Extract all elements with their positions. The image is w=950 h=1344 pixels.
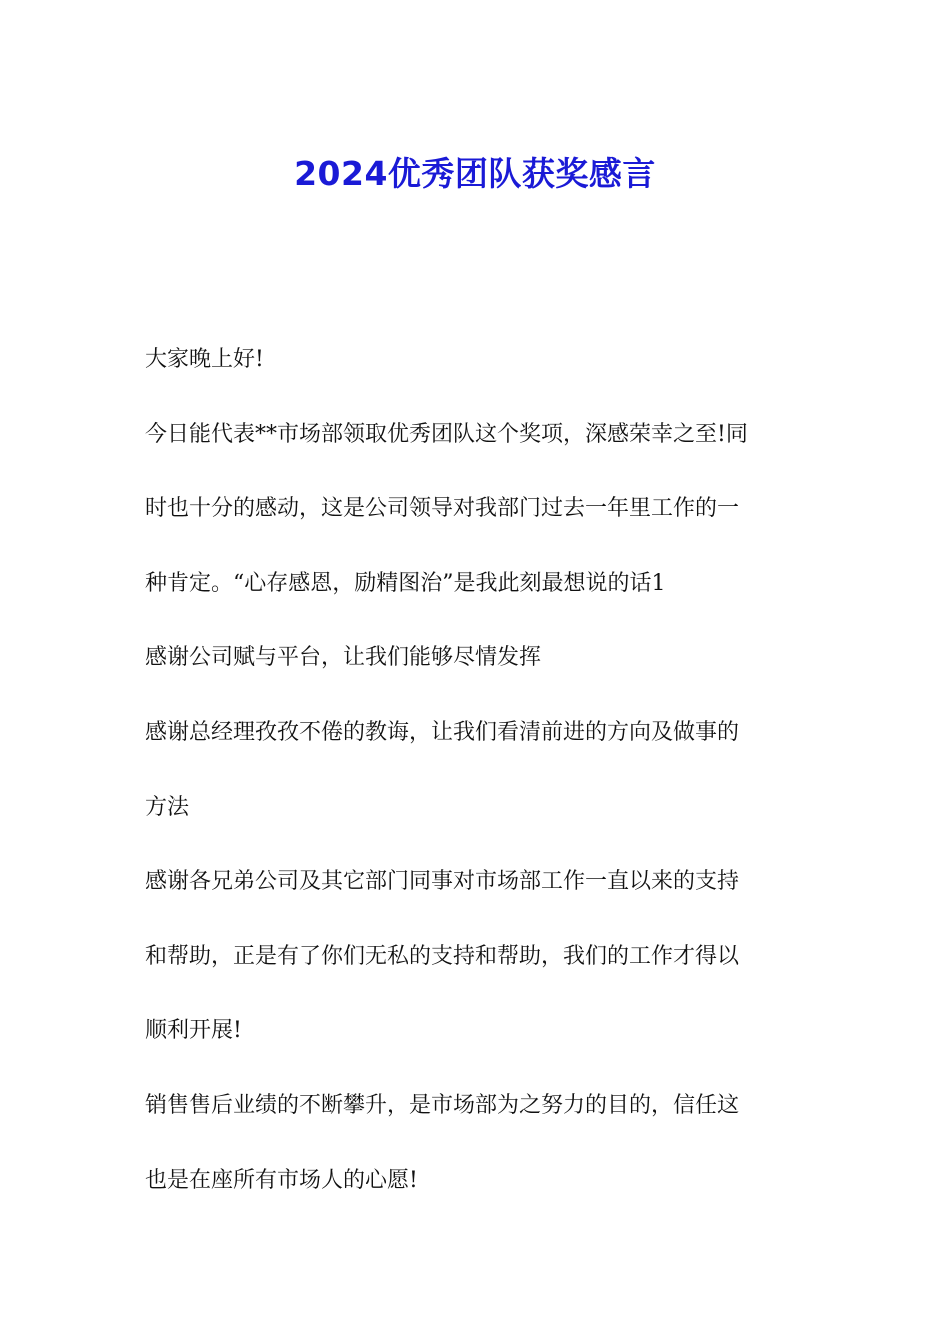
text-line: 销售售后业绩的不断攀升，是市场部为之努力的目的，信任这: [145, 1092, 740, 1118]
text-line: 方法: [145, 794, 190, 820]
document-body: [145, 336, 810, 1231]
document-title: 2024优秀团队获奖感言: [294, 154, 656, 194]
text-line: 顺利开展!: [145, 1018, 242, 1044]
text-line: 感谢各兄弟公司及其它部门同事对市场部工作一直以来的支持: [145, 869, 740, 895]
text-line: 感谢公司赋与平台，让我们能够尽情发挥: [145, 645, 542, 671]
text-line: 感谢总经理孜孜不倦的教诲，让我们看清前进的方向及做事的: [145, 719, 740, 745]
text-line: 种肯定。“心存感恩，励精图治”是我此刻最想说的话1: [145, 570, 666, 596]
text-line: 今日能代表**市场部领取优秀团队这个奖项，深感荣幸之至!同: [145, 421, 748, 447]
text-line: 时也十分的感动，这是公司领导对我部门过去一年里工作的一: [145, 496, 740, 522]
text-line: 大家晚上好!: [145, 347, 264, 372]
text-line: 和帮助，正是有了你们无私的支持和帮助，我们的工作才得以: [145, 943, 740, 969]
text-line: 也是在座所有市场人的心愿!: [145, 1167, 418, 1193]
